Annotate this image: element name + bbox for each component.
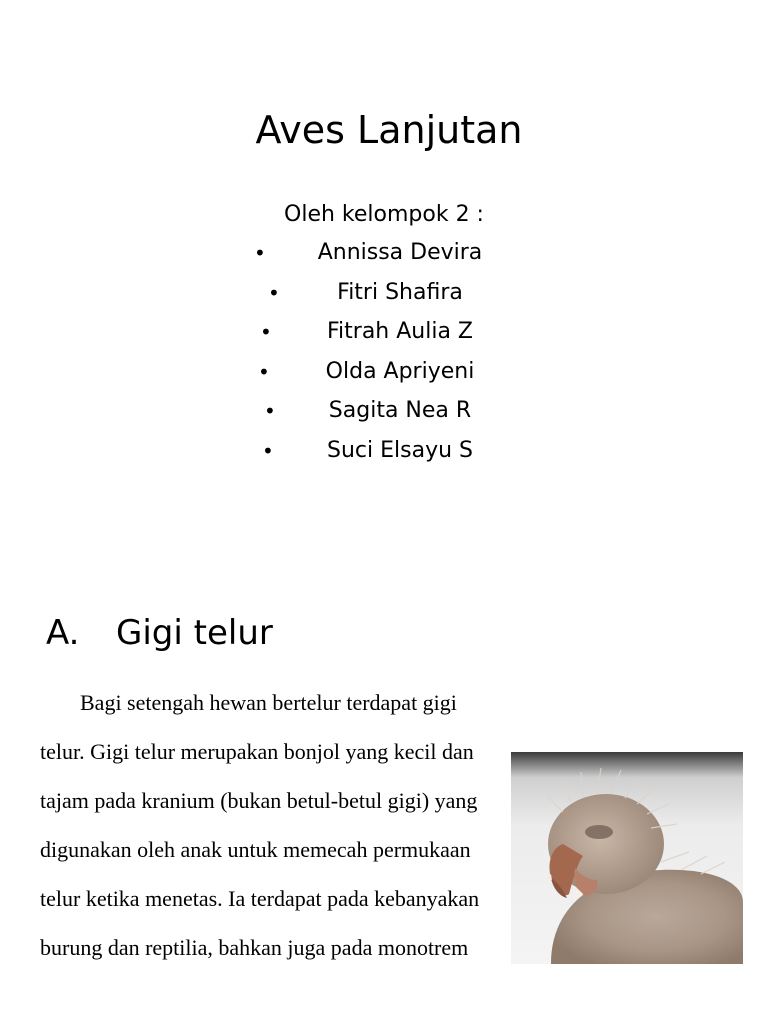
section-paragraph: Bagi setengah hewan bertelur terdapat gigi telur. Gigi telur merupakan bonjol yang kecil dan tajam pada kranium (bukan betul-betul gigi) yang digunakan oleh anak untuk memecah permukaan telur ketika menetas. Ia terdapat pada kebanyakan burung dan reptilia, bahkan juga pada monotrem: [40, 690, 480, 960]
list-item: [0, 393, 768, 433]
member-name: Olda Apriyeni: [325, 358, 475, 384]
list-item: [0, 433, 768, 473]
bullet-icon: •: [268, 280, 280, 305]
bullet-icon: •: [254, 241, 266, 265]
list-item: [0, 275, 768, 315]
list-item: [0, 354, 768, 394]
member-name: Suci Elsayu S: [327, 437, 473, 463]
newly-hatched-chick-photo: [511, 752, 743, 964]
section-letter: A.: [46, 613, 80, 653]
section-heading: [46, 610, 273, 656]
member-list: [0, 235, 768, 473]
bullet-icon: •: [260, 320, 272, 345]
bullet-icon: •: [258, 359, 270, 384]
presentation-title: Aves Lanjutan: [255, 108, 523, 152]
section-title: Gigi telur: [116, 613, 273, 653]
member-name: Sagita Nea R: [328, 398, 472, 424]
bullet-icon: •: [262, 438, 274, 463]
member-name: Fitri Shafira: [337, 279, 463, 305]
slide-gigi-telur: [0, 560, 768, 1024]
member-name: Fitrah Aulia Z: [326, 319, 474, 345]
list-item: [0, 314, 768, 354]
member-name: Annissa Devira: [317, 240, 483, 265]
group-intro: Oleh kelompok 2 :: [284, 202, 484, 227]
list-item: [0, 235, 768, 275]
bullet-icon: •: [264, 399, 276, 424]
